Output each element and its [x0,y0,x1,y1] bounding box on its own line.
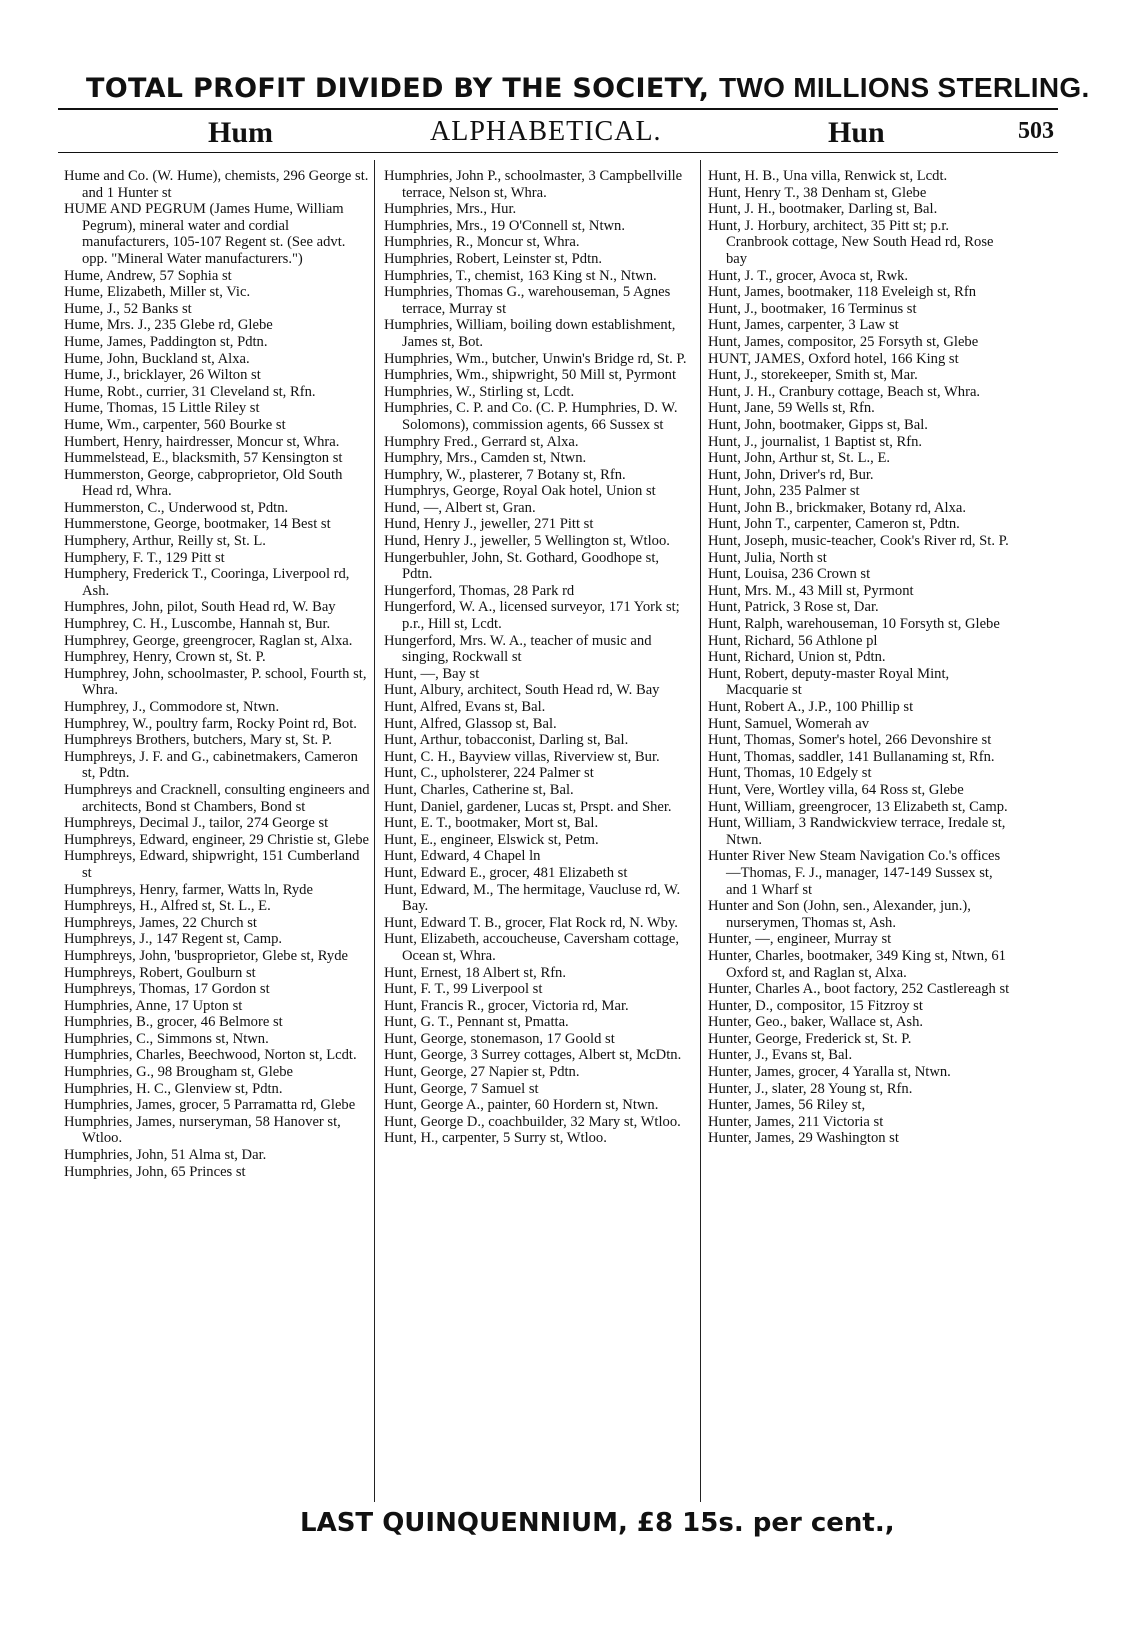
directory-entry: Humphery, Frederick T., Cooringa, Liverpool rd, Ash. [64,566,350,599]
directory-column-3 [708,168,1014,1147]
directory-entry: Humphry, Mrs., Camden st, Ntwn. [384,450,587,467]
directory-entry: Hummerston, C., Underwood st, Pdtn. [64,499,289,516]
directory-entry: Hume and Co. (W. Hume), chemists, 296 George st. and 1 Hunter st [64,168,369,201]
directory-entry: Humphries, G., 98 Brougham st, Glebe [64,1064,294,1081]
directory-entry: Humphries, James, grocer, 5 Parramatta rd, Glebe [64,1097,356,1114]
directory-entry: Hunter, J., Evans st, Bal. [708,1047,853,1064]
directory-entry: Humphries, C., Simmons st, Ntwn. [64,1030,269,1047]
directory-entry: Humphrey, John, schoolmaster, P. school, Fourth st, Whra. [64,665,367,699]
directory-entry: HUNT, JAMES, Oxford hotel, 166 King st [708,350,959,367]
directory-entry: Humphries, W., Stirling st, Lcdt. [384,383,575,400]
directory-entry: Humphries, Mrs., Hur. [384,201,517,218]
directory-entry: Hunt, Robert, deputy-master Royal Mint, Macquarie st [708,665,950,699]
directory-entry: Hunter, James, 29 Washington st [708,1130,899,1147]
directory-entry: Humphries, Anne, 17 Upton st [64,997,243,1014]
directory-entry: Humphrey, J., Commodore st, Ntwn. [64,699,280,715]
directory-entry: Hunter, —, engineer, Murray st [708,931,892,948]
directory-entry: Hunt, Albury, architect, South Head rd, W. Bay [384,682,660,699]
directory-entry: Humphreys, H., Alfred st, St. L., E. [64,898,271,915]
directory-entry: Hunt, Louisa, 236 Crown st [708,566,871,583]
directory-entry: Humphrys, George, Royal Oak hotel, Union st [384,483,656,500]
directory-entry: Hunt, John T., carpenter, Cameron st, Pdtn. [708,516,960,533]
directory-entry: Humphery, Arthur, Reilly st, St. L. [64,533,266,550]
footer-banner: LAST QUINQUENNIUM, £8 15s. per cent., [300,1508,895,1538]
directory-entry: Hunt, Richard, 56 Athlone pl [708,632,878,649]
directory-entry: Hume, Elizabeth, Miller st, Vic. [64,284,251,301]
directory-entry: Hunt, J., storekeeper, Smith st, Mar. [708,367,918,384]
directory-entry: Humphries, Thomas G., warehouseman, 5 Agnes terrace, Murray st [384,284,671,317]
directory-entry: Humphrey, C. H., Luscombe, Hannah st, Bur. [64,616,331,633]
directory-entry: Hunt, Alfred, Evans st, Bal. [384,699,546,715]
directory-entry: Hunt, Edward T. B., grocer, Flat Rock rd, N. Wby. [384,914,678,931]
directory-entry: Hunt, Samuel, Womerah av [708,715,870,732]
directory-entry: Hunt, John, Driver's rd, Bur. [708,466,874,483]
directory-entry: Hume, Thomas, 15 Little Riley st [64,400,260,417]
directory-entry: Humphreys Brothers, butchers, Mary st, St. P. [64,732,332,749]
header-rule [58,152,1058,153]
directory-entry: Humphrey, Henry, Crown st, St. P. [64,649,266,666]
directory-entry: Hunt, John, Arthur st, St. L., E. [708,450,891,467]
directory-entry: Hunter, James, 56 Riley st, [708,1097,866,1114]
directory-entry: Hunter, J., slater, 28 Young st, Rfn. [708,1080,913,1097]
directory-column-1 [64,168,370,1180]
directory-entry: Hunt, John, 235 Palmer st [708,483,860,500]
directory-entry: Hungerbuhler, John, St. Gothard, Goodhope st, Pdtn. [384,549,660,583]
directory-entry: Hungerford, Thomas, 28 Park rd [384,582,575,599]
banner-right-text: TWO MILLIONS STERLING. [718,72,1090,103]
directory-entry: Humphry, W., plasterer, 7 Botany st, Rfn. [384,466,626,483]
directory-entry: Hunt, George A., painter, 60 Hordern st, Ntwn. [384,1097,659,1114]
directory-entry: Hume, Robt., currier, 31 Cleveland st, Rfn. [64,383,316,400]
directory-entry: Humbert, Henry, hairdresser, Moncur st, Whra. [64,433,340,450]
directory-entry: Hunter, Geo., baker, Wallace st, Ash. [708,1014,924,1031]
directory-entry: Humphreys, Thomas, 17 Gordon st [64,981,270,998]
directory-entry: Hume, James, Paddington st, Pdtn. [64,333,268,350]
directory-entry: Hunt, Ralph, warehouseman, 10 Forsyth st, Glebe [708,616,1000,633]
directory-entry: Hunt, William, 3 Randwickview terrace, Iredale st, Ntwn. [708,815,1006,848]
directory-entry: Hunt, James, compositor, 25 Forsyth st, Glebe [708,333,979,350]
directory-entry: Humphreys, J., 147 Regent st, Camp. [64,931,283,948]
directory-entry: Hunt, Mrs. M., 43 Mill st, Pyrmont [708,582,914,599]
directory-entry: Hunt, John B., brickmaker, Botany rd, Alxa. [708,499,967,516]
directory-entry: Hunter, James, 211 Victoria st [708,1113,884,1130]
directory-entry: Hunt, Francis R., grocer, Victoria rd, Mar. [384,997,629,1014]
directory-entry: Humphries, James, nurseryman, 58 Hanover st, Wtloo. [64,1113,341,1147]
directory-entry: Hunter, Charles A., boot factory, 252 Castlereagh st [708,981,1010,998]
directory-entry: Hunt, Thomas, Somer's hotel, 266 Devonshire st [708,732,992,749]
directory-entry: Hunt, Joseph, music-teacher, Cook's River rd, St. P. [708,533,1009,550]
directory-entry: Hunt, Henry T., 38 Denham st, Glebe [708,184,927,201]
directory-entry: Hunt, Alfred, Glassop st, Bal. [384,715,557,732]
directory-entry: Hunt, Richard, Union st, Pdtn. [708,649,886,666]
directory-entry: Hunt, Thomas, saddler, 141 Bullanaming st, Rfn. [708,748,995,765]
directory-entry: Hume, J., 52 Banks st [64,300,192,317]
directory-entry: Hunt, Edward, M., The hermitage, Vaucluse rd, W. Bay. [384,881,681,915]
directory-entry: Hunt, George, 3 Surrey cottages, Albert st, McDtn. [384,1047,682,1064]
directory-entry: Hunt, J. H., bootmaker, Darling st, Bal. [708,201,938,218]
directory-entry: Humphry Fred., Gerrard st, Alxa. [384,433,579,450]
page-number: 503 [1018,118,1054,144]
directory-entry: Humphrey, W., poultry farm, Rocky Point rd, Bot. [64,715,357,732]
directory-entry: Humphries, B., grocer, 46 Belmore st [64,1014,283,1031]
directory-entry: Humphries, C. P. and Co. (C. P. Humphries, D. W. Solomons), commission agents, 66 Sussex st [384,400,678,433]
directory-entry: Humphreys, Decimal J., tailor, 274 George st [64,815,329,832]
directory-entry: Hungerford, Mrs. W. A., teacher of music and singing, Rockwall st [384,632,652,666]
directory-entry: Humphries, T., chemist, 163 King st N., Ntwn. [384,267,657,284]
top-rule [58,108,1058,110]
directory-entry: Hunt, G. T., Pennant st, Pmatta. [384,1014,569,1031]
directory-entry: Hunt, Ernest, 18 Albert st, Rfn. [384,964,567,981]
directory-entry: Hume, J., bricklayer, 26 Wilton st [64,367,261,384]
directory-entry: Hund, Henry J., jeweller, 271 Pitt st [384,516,594,533]
directory-entry: Hume, John, Buckland st, Alxa. [64,350,250,367]
directory-entry: Humphery, F. T., 129 Pitt st [64,549,225,566]
directory-entry: Humphries, H. C., Glenview st, Pdtn. [64,1080,283,1097]
header-left-word: Hum [208,116,274,149]
directory-entry: Humphries, Wm., shipwright, 50 Mill st, Pyrmont [384,367,677,384]
directory-entry: Hume, Andrew, 57 Sophia st [64,267,232,284]
directory-entry: Hume, Mrs. J., 235 Glebe rd, Glebe [64,317,273,334]
directory-entry: Hunt, John, bootmaker, Gipps st, Bal. [708,416,928,433]
directory-entry: Hund, Henry J., jeweller, 5 Wellington st, Wtloo. [384,533,670,550]
directory-column-2 [384,168,690,1147]
page-header [58,116,1058,156]
directory-entry: Hunt, Patrick, 3 Rose st, Dar. [708,599,879,616]
directory-entry: Hungerford, W. A., licensed surveyor, 171 York st; p.r., Hill st, Lcdt. [384,599,680,633]
directory-entry: Hunter, Charles, bootmaker, 349 King st, Ntwn, 61 Oxford st, and Raglan st, Alxa. [708,947,1006,981]
directory-entry: Hunter River New Steam Navigation Co.'s offices—Thomas, F. J., manager, 147-149 Sussex st, and 1 Wharf st [708,848,1001,898]
directory-entry: Hunt, H. B., Una villa, Renwick st, Lcdt. [708,168,948,184]
directory-entry: Humphries, Mrs., 19 O'Connell st, Ntwn. [384,217,625,234]
directory-entry: Humphries, John, 51 Alma st, Dar. [64,1147,267,1164]
directory-entry: Hunt, George D., coachbuilder, 32 Mary st, Wtloo. [384,1113,681,1130]
header-right-word: Hun [828,116,885,149]
directory-entry: Humphries, William, boiling down establishment, James st, Bot. [384,317,676,350]
directory-entry: Humphreys, Edward, engineer, 29 Christie st, Glebe [64,831,370,848]
directory-entry: Hunt, James, bootmaker, 118 Eveleigh st, Rfn [708,284,977,301]
directory-entry: HUME AND PEGRUM (James Hume, William Pegrum), mineral water and cordial manufacturers, 105-107 Regent st. (See advt. opp. "Mineral Water manufacturers.") [64,201,346,267]
directory-entry: Hund, —, Albert st, Gran. [384,499,536,516]
directory-entry: Hunt, H., carpenter, 5 Surry st, Wtloo. [384,1130,607,1147]
directory-entry: Hunter, D., compositor, 15 Fitzroy st [708,997,923,1014]
directory-entry: Hume, Wm., carpenter, 560 Bourke st [64,416,286,433]
directory-entry: Hunt, J. Horbury, architect, 35 Pitt st; p.r. Cranbrook cottage, New South Head rd, Rose bay [708,217,994,267]
directory-entry: Hunter and Son (John, sen., Alexander, jun.), nurserymen, Thomas st, Ash. [708,898,971,931]
directory-entry: Hunt, Julia, North st [708,549,827,566]
directory-entry: Humphries, Charles, Beechwood, Norton st, Lcdt. [64,1047,357,1064]
directory-entry: Humphreys, Edward, shipwright, 151 Cumberland st [64,848,360,881]
directory-entry: Humphreys, James, 22 Church st [64,914,257,931]
directory-entry: Hunt, Robert A., J.P., 100 Phillip st [708,699,914,715]
directory-entry: Humphreys and Cracknell, consulting engineers and architects, Bond st Chambers, Bond st [64,781,370,815]
banner-left-text: TOTAL PROFIT DIVIDED BY THE SOCIETY, [86,73,719,104]
directory-entry: Hunt, C. H., Bayview villas, Riverview st, Bur. [384,748,660,765]
directory-entry: Hunt, George, 27 Napier st, Pdtn. [384,1064,580,1081]
directory-entry: Hunt, Elizabeth, accoucheuse, Caversham cottage, Ocean st, Whra. [384,931,679,964]
directory-entry: Hunt, Edward E., grocer, 481 Elizabeth st [384,864,628,881]
directory-entry: Hunt, George, stonemason, 17 Goold st [384,1030,615,1047]
directory-entry: Hunt, J., bootmaker, 16 Terminus st [708,300,917,317]
top-banner [86,72,1090,104]
directory-entry: Hunt, E. T., bootmaker, Mort st, Bal. [384,815,599,832]
directory-entry: Hunt, Thomas, 10 Edgely st [708,765,872,782]
directory-entry: Hummelstead, E., blacksmith, 57 Kensington st [64,450,343,467]
directory-entry: Hunt, Daniel, gardener, Lucas st, Prspt. and Sher. [384,798,672,815]
directory-entry: Hunt, Arthur, tobacconist, Darling st, Bal. [384,732,629,749]
directory-entry: Hunt, J. T., grocer, Avoca st, Rwk. [708,267,909,284]
directory-entry: Humphreys, J. F. and G., cabinetmakers, Cameron st, Pdtn. [64,748,358,782]
directory-entry: Humphreys, John, 'busproprietor, Glebe st, Ryde [64,947,348,964]
directory-entry: Hunt, J., journalist, 1 Baptist st, Rfn. [708,433,923,450]
header-title: ALPHABETICAL. [430,116,662,147]
directory-entry: Hunt, J. H., Cranbury cottage, Beach st, Whra. [708,383,981,400]
directory-entry: Hunt, William, greengrocer, 13 Elizabeth st, Camp. [708,798,1008,815]
column-divider [700,160,701,1502]
directory-entry: Humphreys, Henry, farmer, Watts ln, Ryde [64,881,313,898]
directory-entry: Humphreys, Robert, Goulburn st [64,964,256,981]
directory-entry: Humphries, Wm., butcher, Unwin's Bridge rd, St. P. [384,350,687,367]
column-divider [374,160,375,1502]
directory-entry: Humphries, Robert, Leinster st, Pdtn. [384,250,603,267]
directory-entry: Humphries, R., Moncur st, Whra. [384,234,580,251]
directory-entry: Hunt, E., engineer, Elswick st, Petm. [384,831,599,848]
directory-entry: Hunt, —, Bay st [384,665,480,682]
directory-entry: Hunter, George, Frederick st, St. P. [708,1030,912,1047]
directory-entry: Humphries, John, 65 Princes st [64,1163,246,1180]
directory-entry: Hunter, James, grocer, 4 Yaralla st, Ntwn. [708,1064,951,1081]
directory-entry: Humphries, John P., schoolmaster, 3 Campbellville terrace, Nelson st, Whra. [384,168,683,201]
directory-entry: Hunt, F. T., 99 Liverpool st [384,981,543,998]
directory-entry: Hunt, Jane, 59 Wells st, Rfn. [708,400,875,417]
directory-entry: Humphrey, George, greengrocer, Raglan st, Alxa. [64,632,353,649]
directory-entry: Hunt, Charles, Catherine st, Bal. [384,781,574,798]
directory-entry: Humphres, John, pilot, South Head rd, W. Bay [64,599,336,616]
directory-entry: Hunt, James, carpenter, 3 Law st [708,317,899,334]
directory-entry: Hunt, Vere, Wortley villa, 64 Ross st, Glebe [708,781,964,798]
directory-entry: Hunt, Edward, 4 Chapel ln [384,848,541,865]
directory-entry: Hummerstone, George, bootmaker, 14 Best st [64,516,331,533]
directory-entry: Hummerston, George, cabproprietor, Old South Head rd, Whra. [64,466,343,500]
directory-entry: Hunt, George, 7 Samuel st [384,1080,539,1097]
directory-entry: Hunt, C., upholsterer, 224 Palmer st [384,765,594,782]
